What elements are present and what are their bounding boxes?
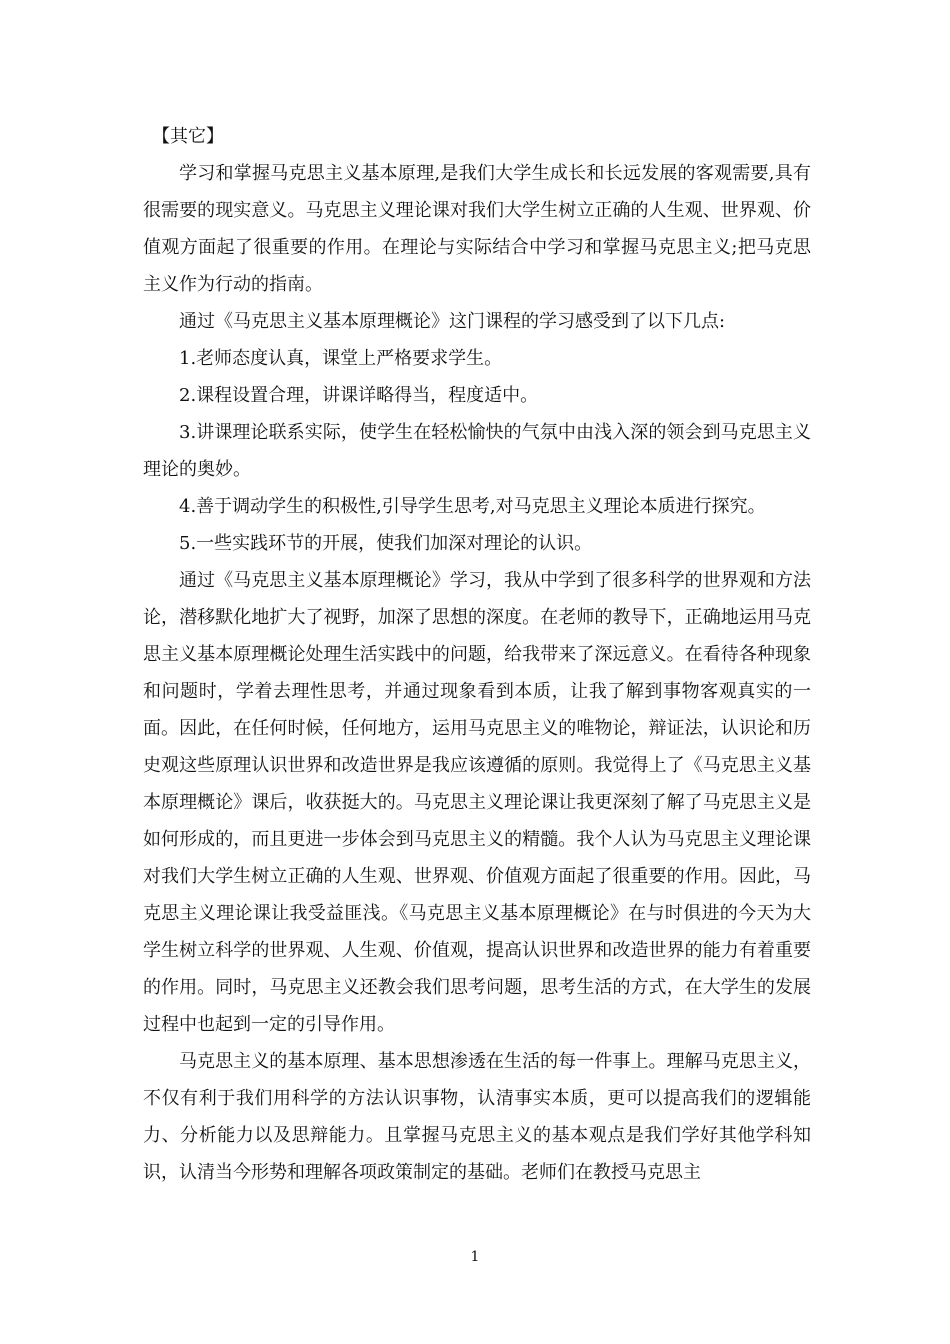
page-number: 1	[470, 1249, 480, 1265]
intro-paragraph: 学习和掌握马克思主义基本原理,是我们大学生成长和长远发展的客观需要,具有很需要的现实意义。马克思主义理论课对我们大学生树立正确的人生观、世界观、价值观方面起了很重要的作用。在理论与实际结合中学习和掌握马克思主义;把马克思主义作为行动的指南。	[143, 163, 811, 295]
list-item-3: 3.讲课理论联系实际，使学生在轻松愉快的气氛中由浅入深的领会到马克思主义理论的奥妙。	[143, 422, 811, 480]
reflection-paragraph: 通过《马克思主义基本原理概论》学习，我从中学到了很多科学的世界观和方法论，潜移默化地扩大了视野，加深了思想的深度。在老师的教导下，正确地运用马克思主义基本原理概论处理生活实践中的问题，给我带来了深远意义。在看待各种现象和问题时，学着去理性思考，并通过现象看到本质，让我了解到事物客观真实的一面。因此，在任何时候，任何地方，运用马克思主义的唯物论，辩证法，认识论和历史观这些原理认识世界和改造世界是我应该遵循的原则。我觉得上了《马克思主义基本原理概论》课后，收获挺大的。马克思主义理论课让我更深刻了解了马克思主义是如何形成的，而且更进一步体会到马克思主义的精髓。我个人认为马克思主义理论课对我们大学生树立正确的人生观、世界观、价值观方面起了很重要的作用。因此，马克思主义理论课让我受益匪浅。《马克思主义基本原理概论》在与时俱进的今天为大学生树立科学的世界观、人生观、价值观，提高认识世界和改造世界的能力有着重要的作用。同时，马克思主义还教会我们思考问题，思考生活的方式，在大学生的发展过程中也起到一定的引导作用。	[143, 570, 811, 1035]
document-body	[143, 118, 811, 1191]
list-item-4: 4.善于调动学生的积极性,引导学生思考,对马克思主义理论本质进行探究。	[179, 496, 766, 517]
list-item-2: 2.课程设置合理，讲课详略得当，程度适中。	[179, 385, 539, 406]
list-item-1: 1.老师态度认真，课堂上严格要求学生。	[179, 348, 503, 369]
section-heading: 【其它】	[152, 126, 224, 147]
principles-paragraph: 马克思主义的基本原理、基本思想渗透在生活的每一件事上。理解马克思主义，不仅有利于我们用科学的方法认识事物，认清事实本质，更可以提高我们的逻辑能力、分析能力以及思辩能力。且掌握马克思主义的基本观点是我们学好其他学科知识，认清当今形势和理解各项政策制定的基础。老师们在教授马克思主	[143, 1051, 811, 1183]
list-item-5: 5.一些实践环节的开展，使我们加深对理论的认识。	[179, 533, 593, 554]
feelings-lead-paragraph: 通过《马克思主义基本原理概论》这门课程的学习感受到了以下几点:	[179, 311, 726, 332]
